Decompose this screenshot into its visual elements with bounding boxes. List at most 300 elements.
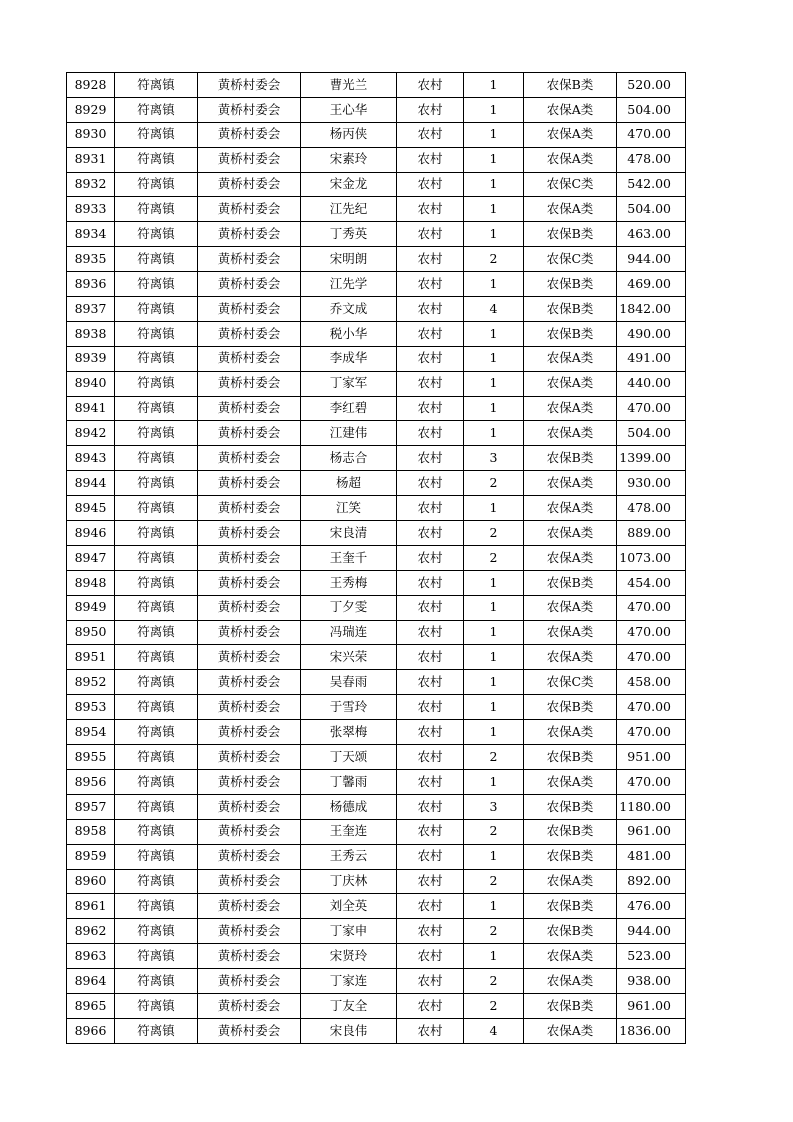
village-committee-cell: 黄桥村委会 <box>198 371 301 396</box>
town-cell: 符离镇 <box>115 819 198 844</box>
village-committee-cell: 黄桥村委会 <box>198 396 301 421</box>
table-row <box>67 720 686 745</box>
name-cell: 丁家军 <box>301 371 397 396</box>
amount-cell: 463.00 <box>617 222 686 247</box>
category-cell: 农保A类 <box>524 197 617 222</box>
area-type-cell: 农村 <box>397 346 464 371</box>
category-cell: 农保A类 <box>524 496 617 521</box>
village-committee-cell: 黄桥村委会 <box>198 769 301 794</box>
category-cell: 农保B类 <box>524 894 617 919</box>
area-type-cell: 农村 <box>397 496 464 521</box>
town-cell: 符离镇 <box>115 471 198 496</box>
village-committee-cell: 黄桥村委会 <box>198 421 301 446</box>
row-id-cell: 8936 <box>67 272 115 297</box>
household-count-cell: 1 <box>464 695 524 720</box>
area-type-cell: 农村 <box>397 421 464 446</box>
town-cell: 符离镇 <box>115 197 198 222</box>
town-cell: 符离镇 <box>115 172 198 197</box>
name-cell: 丁馨雨 <box>301 769 397 794</box>
village-committee-cell: 黄桥村委会 <box>198 297 301 322</box>
area-type-cell: 农村 <box>397 73 464 98</box>
town-cell: 符离镇 <box>115 869 198 894</box>
household-count-cell: 1 <box>464 645 524 670</box>
category-cell: 农保A类 <box>524 396 617 421</box>
row-id-cell: 8959 <box>67 844 115 869</box>
row-id-cell: 8950 <box>67 620 115 645</box>
area-type-cell: 农村 <box>397 894 464 919</box>
household-count-cell: 2 <box>464 745 524 770</box>
amount-cell: 951.00 <box>617 745 686 770</box>
row-id-cell: 8938 <box>67 321 115 346</box>
table-row <box>67 521 686 546</box>
village-committee-cell: 黄桥村委会 <box>198 122 301 147</box>
household-count-cell: 1 <box>464 172 524 197</box>
row-id-cell: 8946 <box>67 521 115 546</box>
town-cell: 符离镇 <box>115 769 198 794</box>
amount-cell: 1399.00 <box>617 446 686 471</box>
category-cell: 农保A类 <box>524 421 617 446</box>
row-id-cell: 8937 <box>67 297 115 322</box>
table-row <box>67 993 686 1018</box>
amount-cell: 1836.00 <box>617 1018 686 1043</box>
amount-cell: 892.00 <box>617 869 686 894</box>
household-count-cell: 2 <box>464 869 524 894</box>
category-cell: 农保B类 <box>524 222 617 247</box>
table-row <box>67 73 686 98</box>
category-cell: 农保A类 <box>524 1018 617 1043</box>
town-cell: 符离镇 <box>115 396 198 421</box>
town-cell: 符离镇 <box>115 297 198 322</box>
category-cell: 农保A类 <box>524 645 617 670</box>
area-type-cell: 农村 <box>397 247 464 272</box>
village-committee-cell: 黄桥村委会 <box>198 222 301 247</box>
category-cell: 农保B类 <box>524 321 617 346</box>
town-cell: 符离镇 <box>115 645 198 670</box>
amount-cell: 1180.00 <box>617 794 686 819</box>
row-id-cell: 8945 <box>67 496 115 521</box>
table-row <box>67 471 686 496</box>
town-cell: 符离镇 <box>115 894 198 919</box>
name-cell: 吴春雨 <box>301 670 397 695</box>
household-count-cell: 1 <box>464 844 524 869</box>
area-type-cell: 农村 <box>397 595 464 620</box>
table-row <box>67 346 686 371</box>
amount-cell: 930.00 <box>617 471 686 496</box>
area-type-cell: 农村 <box>397 371 464 396</box>
household-count-cell: 2 <box>464 247 524 272</box>
household-count-cell: 1 <box>464 73 524 98</box>
table-row <box>67 819 686 844</box>
row-id-cell: 8943 <box>67 446 115 471</box>
household-count-cell: 2 <box>464 993 524 1018</box>
town-cell: 符离镇 <box>115 247 198 272</box>
village-committee-cell: 黄桥村委会 <box>198 869 301 894</box>
town-cell: 符离镇 <box>115 73 198 98</box>
row-id-cell: 8931 <box>67 147 115 172</box>
town-cell: 符离镇 <box>115 944 198 969</box>
amount-cell: 504.00 <box>617 421 686 446</box>
town-cell: 符离镇 <box>115 969 198 994</box>
table-row <box>67 1018 686 1043</box>
category-cell: 农保A类 <box>524 97 617 122</box>
village-committee-cell: 黄桥村委会 <box>198 894 301 919</box>
category-cell: 农保A类 <box>524 595 617 620</box>
category-cell: 农保B类 <box>524 73 617 98</box>
row-id-cell: 8960 <box>67 869 115 894</box>
household-count-cell: 1 <box>464 670 524 695</box>
name-cell: 宋明朗 <box>301 247 397 272</box>
village-committee-cell: 黄桥村委会 <box>198 645 301 670</box>
table-row <box>67 844 686 869</box>
category-cell: 农保B类 <box>524 919 617 944</box>
town-cell: 符离镇 <box>115 521 198 546</box>
village-committee-cell: 黄桥村委会 <box>198 595 301 620</box>
town-cell: 符离镇 <box>115 620 198 645</box>
town-cell: 符离镇 <box>115 321 198 346</box>
village-committee-cell: 黄桥村委会 <box>198 97 301 122</box>
category-cell: 农保A类 <box>524 944 617 969</box>
household-count-cell: 1 <box>464 944 524 969</box>
category-cell: 农保C类 <box>524 670 617 695</box>
village-committee-cell: 黄桥村委会 <box>198 446 301 471</box>
area-type-cell: 农村 <box>397 969 464 994</box>
table-body <box>67 73 686 1044</box>
area-type-cell: 农村 <box>397 147 464 172</box>
table-row <box>67 919 686 944</box>
town-cell: 符离镇 <box>115 1018 198 1043</box>
row-id-cell: 8930 <box>67 122 115 147</box>
household-count-cell: 1 <box>464 894 524 919</box>
amount-cell: 490.00 <box>617 321 686 346</box>
name-cell: 于雪玲 <box>301 695 397 720</box>
category-cell: 农保A类 <box>524 147 617 172</box>
town-cell: 符离镇 <box>115 222 198 247</box>
area-type-cell: 农村 <box>397 471 464 496</box>
amount-cell: 491.00 <box>617 346 686 371</box>
table-row <box>67 122 686 147</box>
row-id-cell: 8958 <box>67 819 115 844</box>
village-committee-cell: 黄桥村委会 <box>198 272 301 297</box>
village-committee-cell: 黄桥村委会 <box>198 819 301 844</box>
name-cell: 宋良伟 <box>301 1018 397 1043</box>
area-type-cell: 农村 <box>397 1018 464 1043</box>
table-row <box>67 247 686 272</box>
village-committee-cell: 黄桥村委会 <box>198 695 301 720</box>
town-cell: 符离镇 <box>115 570 198 595</box>
table-row <box>67 769 686 794</box>
name-cell: 王秀云 <box>301 844 397 869</box>
name-cell: 王奎千 <box>301 545 397 570</box>
household-count-cell: 2 <box>464 919 524 944</box>
table-row <box>67 446 686 471</box>
name-cell: 乔文成 <box>301 297 397 322</box>
village-committee-cell: 黄桥村委会 <box>198 919 301 944</box>
category-cell: 农保B类 <box>524 297 617 322</box>
village-committee-cell: 黄桥村委会 <box>198 1018 301 1043</box>
name-cell: 丁天颂 <box>301 745 397 770</box>
household-count-cell: 1 <box>464 595 524 620</box>
amount-cell: 470.00 <box>617 396 686 421</box>
table-row <box>67 869 686 894</box>
town-cell: 符离镇 <box>115 545 198 570</box>
row-id-cell: 8951 <box>67 645 115 670</box>
village-committee-cell: 黄桥村委会 <box>198 844 301 869</box>
household-count-cell: 3 <box>464 446 524 471</box>
row-id-cell: 8966 <box>67 1018 115 1043</box>
household-count-cell: 2 <box>464 969 524 994</box>
name-cell: 宋兴荣 <box>301 645 397 670</box>
name-cell: 丁家连 <box>301 969 397 994</box>
name-cell: 江建伟 <box>301 421 397 446</box>
village-committee-cell: 黄桥村委会 <box>198 147 301 172</box>
village-committee-cell: 黄桥村委会 <box>198 969 301 994</box>
name-cell: 宋良清 <box>301 521 397 546</box>
table-row <box>67 969 686 994</box>
row-id-cell: 8963 <box>67 944 115 969</box>
row-id-cell: 8961 <box>67 894 115 919</box>
household-count-cell: 1 <box>464 421 524 446</box>
table-row <box>67 595 686 620</box>
row-id-cell: 8957 <box>67 794 115 819</box>
area-type-cell: 农村 <box>397 521 464 546</box>
amount-cell: 938.00 <box>617 969 686 994</box>
town-cell: 符离镇 <box>115 794 198 819</box>
area-type-cell: 农村 <box>397 720 464 745</box>
name-cell: 丁夕雯 <box>301 595 397 620</box>
village-committee-cell: 黄桥村委会 <box>198 73 301 98</box>
amount-cell: 481.00 <box>617 844 686 869</box>
category-cell: 农保A类 <box>524 122 617 147</box>
table-row <box>67 570 686 595</box>
table-row <box>67 645 686 670</box>
table-row <box>67 321 686 346</box>
category-cell: 农保C类 <box>524 247 617 272</box>
row-id-cell: 8947 <box>67 545 115 570</box>
village-committee-cell: 黄桥村委会 <box>198 720 301 745</box>
village-committee-cell: 黄桥村委会 <box>198 321 301 346</box>
name-cell: 王奎连 <box>301 819 397 844</box>
village-committee-cell: 黄桥村委会 <box>198 670 301 695</box>
village-committee-cell: 黄桥村委会 <box>198 496 301 521</box>
amount-cell: 440.00 <box>617 371 686 396</box>
household-count-cell: 2 <box>464 819 524 844</box>
amount-cell: 470.00 <box>617 595 686 620</box>
table-row <box>67 894 686 919</box>
row-id-cell: 8962 <box>67 919 115 944</box>
table-row <box>67 670 686 695</box>
household-count-cell: 3 <box>464 794 524 819</box>
town-cell: 符离镇 <box>115 446 198 471</box>
category-cell: 农保B类 <box>524 570 617 595</box>
household-count-cell: 1 <box>464 371 524 396</box>
amount-cell: 476.00 <box>617 894 686 919</box>
household-count-cell: 2 <box>464 545 524 570</box>
area-type-cell: 农村 <box>397 993 464 1018</box>
name-cell: 江笑 <box>301 496 397 521</box>
area-type-cell: 农村 <box>397 819 464 844</box>
row-id-cell: 8953 <box>67 695 115 720</box>
town-cell: 符离镇 <box>115 371 198 396</box>
household-count-cell: 1 <box>464 769 524 794</box>
name-cell: 刘全英 <box>301 894 397 919</box>
amount-cell: 470.00 <box>617 720 686 745</box>
area-type-cell: 农村 <box>397 272 464 297</box>
area-type-cell: 农村 <box>397 944 464 969</box>
village-committee-cell: 黄桥村委会 <box>198 172 301 197</box>
row-id-cell: 8933 <box>67 197 115 222</box>
area-type-cell: 农村 <box>397 197 464 222</box>
amount-cell: 520.00 <box>617 73 686 98</box>
category-cell: 农保A类 <box>524 471 617 496</box>
category-cell: 农保A类 <box>524 620 617 645</box>
category-cell: 农保B类 <box>524 844 617 869</box>
area-type-cell: 农村 <box>397 172 464 197</box>
name-cell: 丁庆林 <box>301 869 397 894</box>
table-row <box>67 297 686 322</box>
amount-cell: 523.00 <box>617 944 686 969</box>
area-type-cell: 农村 <box>397 222 464 247</box>
village-committee-cell: 黄桥村委会 <box>198 197 301 222</box>
table-row <box>67 97 686 122</box>
town-cell: 符离镇 <box>115 993 198 1018</box>
row-id-cell: 8939 <box>67 346 115 371</box>
table-row <box>67 172 686 197</box>
area-type-cell: 农村 <box>397 745 464 770</box>
village-committee-cell: 黄桥村委会 <box>198 521 301 546</box>
village-committee-cell: 黄桥村委会 <box>198 993 301 1018</box>
area-type-cell: 农村 <box>397 446 464 471</box>
household-count-cell: 1 <box>464 97 524 122</box>
household-count-cell: 4 <box>464 1018 524 1043</box>
name-cell: 王秀梅 <box>301 570 397 595</box>
amount-cell: 504.00 <box>617 197 686 222</box>
household-count-cell: 4 <box>464 297 524 322</box>
household-count-cell: 1 <box>464 346 524 371</box>
table-row <box>67 222 686 247</box>
amount-cell: 470.00 <box>617 695 686 720</box>
row-id-cell: 8934 <box>67 222 115 247</box>
table-row <box>67 396 686 421</box>
village-committee-cell: 黄桥村委会 <box>198 545 301 570</box>
town-cell: 符离镇 <box>115 147 198 172</box>
row-id-cell: 8965 <box>67 993 115 1018</box>
town-cell: 符离镇 <box>115 745 198 770</box>
area-type-cell: 农村 <box>397 869 464 894</box>
category-cell: 农保B类 <box>524 272 617 297</box>
category-cell: 农保A类 <box>524 521 617 546</box>
category-cell: 农保A类 <box>524 869 617 894</box>
row-id-cell: 8941 <box>67 396 115 421</box>
category-cell: 农保B类 <box>524 819 617 844</box>
town-cell: 符离镇 <box>115 720 198 745</box>
household-count-cell: 1 <box>464 197 524 222</box>
name-cell: 冯瑞连 <box>301 620 397 645</box>
name-cell: 丁友全 <box>301 993 397 1018</box>
table-row <box>67 794 686 819</box>
name-cell: 杨超 <box>301 471 397 496</box>
name-cell: 曹光兰 <box>301 73 397 98</box>
name-cell: 宋贤玲 <box>301 944 397 969</box>
table-row <box>67 272 686 297</box>
category-cell: 农保B类 <box>524 695 617 720</box>
area-type-cell: 农村 <box>397 919 464 944</box>
area-type-cell: 农村 <box>397 321 464 346</box>
area-type-cell: 农村 <box>397 122 464 147</box>
name-cell: 李成华 <box>301 346 397 371</box>
row-id-cell: 8928 <box>67 73 115 98</box>
row-id-cell: 8940 <box>67 371 115 396</box>
amount-cell: 542.00 <box>617 172 686 197</box>
name-cell: 杨丙侠 <box>301 122 397 147</box>
name-cell: 税小华 <box>301 321 397 346</box>
table-row <box>67 745 686 770</box>
village-committee-cell: 黄桥村委会 <box>198 944 301 969</box>
town-cell: 符离镇 <box>115 122 198 147</box>
household-count-cell: 1 <box>464 720 524 745</box>
row-id-cell: 8944 <box>67 471 115 496</box>
amount-cell: 889.00 <box>617 521 686 546</box>
area-type-cell: 农村 <box>397 844 464 869</box>
town-cell: 符离镇 <box>115 844 198 869</box>
amount-cell: 944.00 <box>617 247 686 272</box>
household-count-cell: 1 <box>464 496 524 521</box>
category-cell: 农保A类 <box>524 769 617 794</box>
household-count-cell: 2 <box>464 521 524 546</box>
household-count-cell: 1 <box>464 396 524 421</box>
row-id-cell: 8954 <box>67 720 115 745</box>
amount-cell: 961.00 <box>617 993 686 1018</box>
name-cell: 宋金龙 <box>301 172 397 197</box>
table-row <box>67 545 686 570</box>
category-cell: 农保A类 <box>524 720 617 745</box>
category-cell: 农保B类 <box>524 794 617 819</box>
category-cell: 农保B类 <box>524 446 617 471</box>
household-count-cell: 1 <box>464 321 524 346</box>
name-cell: 宋素玲 <box>301 147 397 172</box>
amount-cell: 470.00 <box>617 620 686 645</box>
area-type-cell: 农村 <box>397 297 464 322</box>
row-id-cell: 8932 <box>67 172 115 197</box>
name-cell: 杨德成 <box>301 794 397 819</box>
town-cell: 符离镇 <box>115 670 198 695</box>
household-count-cell: 1 <box>464 122 524 147</box>
amount-cell: 470.00 <box>617 122 686 147</box>
name-cell: 张翠梅 <box>301 720 397 745</box>
category-cell: 农保B类 <box>524 993 617 1018</box>
area-type-cell: 农村 <box>397 645 464 670</box>
area-type-cell: 农村 <box>397 545 464 570</box>
amount-cell: 961.00 <box>617 819 686 844</box>
data-table <box>66 72 686 1044</box>
table-row <box>67 371 686 396</box>
area-type-cell: 农村 <box>397 97 464 122</box>
amount-cell: 944.00 <box>617 919 686 944</box>
name-cell: 杨志合 <box>301 446 397 471</box>
village-committee-cell: 黄桥村委会 <box>198 247 301 272</box>
household-count-cell: 1 <box>464 272 524 297</box>
household-count-cell: 1 <box>464 147 524 172</box>
category-cell: 农保C类 <box>524 172 617 197</box>
row-id-cell: 8964 <box>67 969 115 994</box>
name-cell: 王心华 <box>301 97 397 122</box>
household-count-cell: 1 <box>464 222 524 247</box>
amount-cell: 1073.00 <box>617 545 686 570</box>
name-cell: 丁家申 <box>301 919 397 944</box>
row-id-cell: 8952 <box>67 670 115 695</box>
name-cell: 江先纪 <box>301 197 397 222</box>
village-committee-cell: 黄桥村委会 <box>198 745 301 770</box>
row-id-cell: 8935 <box>67 247 115 272</box>
